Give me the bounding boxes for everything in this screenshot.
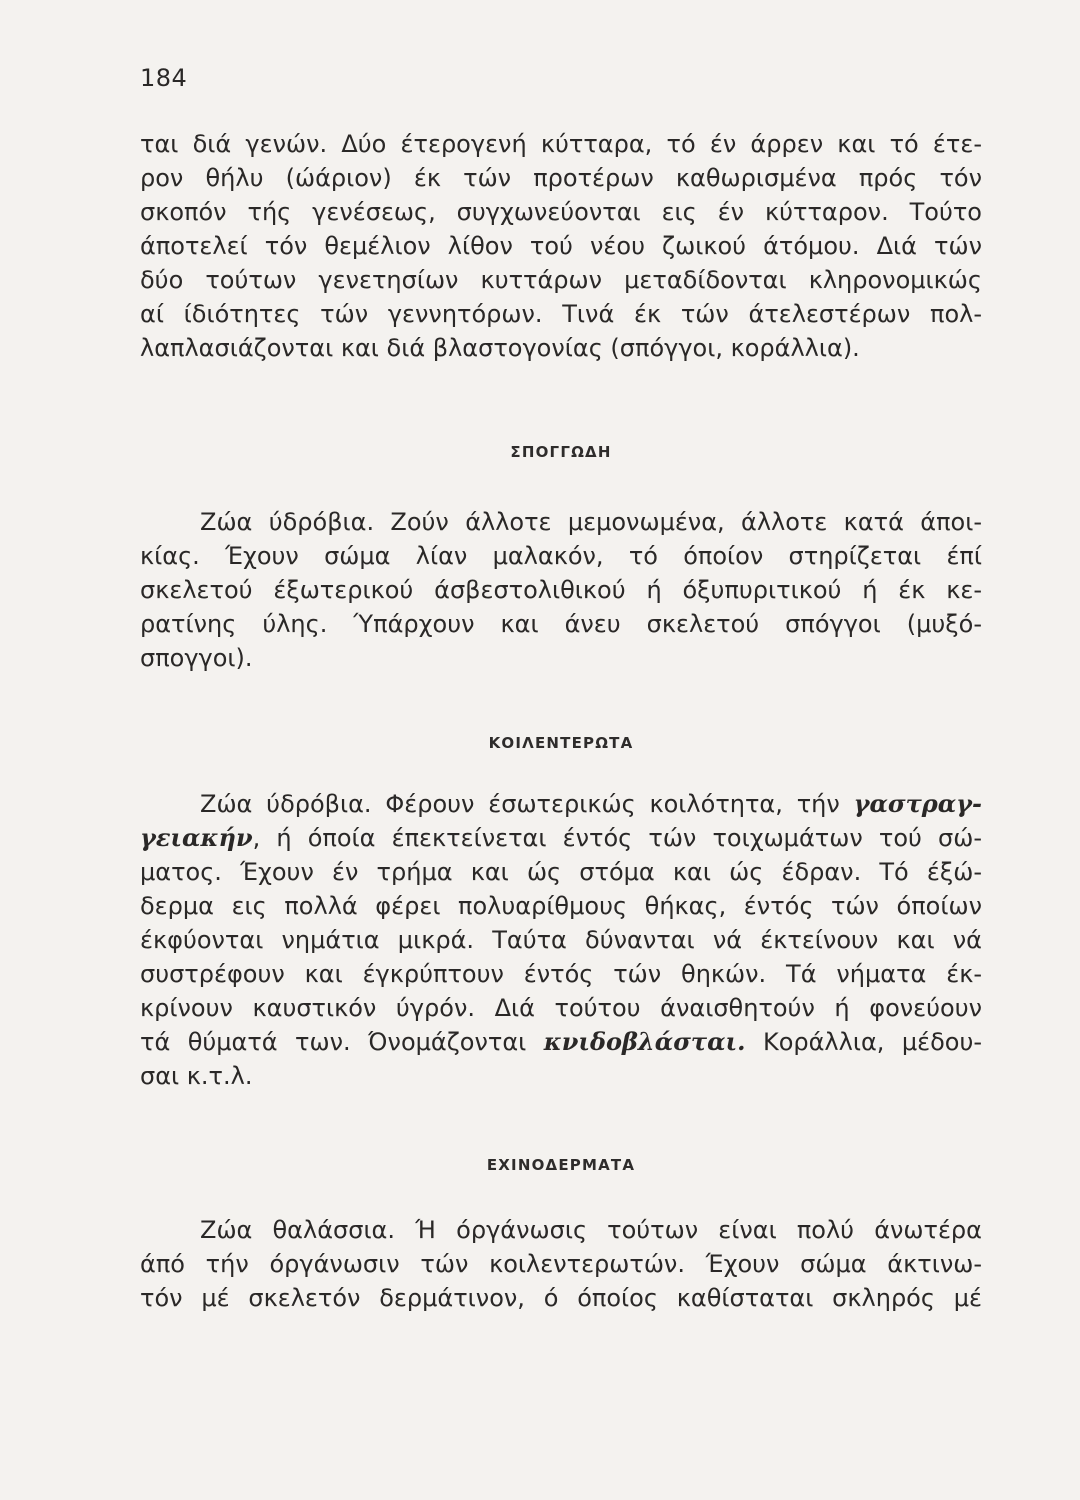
paragraph-line: σκοπόν τής γενέσεως, συγχωνεύονται εις έν κύτταρον. Τούτο	[140, 198, 982, 226]
paragraph-line: Ζώα θαλάσσια. Ή όργάνωσις τούτων είναι πολύ άνωτέρα	[200, 1216, 982, 1244]
section-heading-spongodi: ΣΠΟΓΓΩΔΗ	[510, 443, 612, 461]
term-gastrovascular: γαστραγ-	[853, 789, 982, 818]
paragraph-line: δερμα εις πολλά φέρει πολυαρίθμους θήκας, έντός τών όποίων	[140, 892, 982, 920]
term-gastrovascular-cont: γειακήν	[140, 823, 253, 852]
section-paragraph-koilenterota	[140, 787, 982, 1093]
paragraph-line: κρίνουν καυστικόν ύγρόν. Διά τούτου άναισθητούν ή φονεύουν	[140, 994, 982, 1022]
section-heading-koilenterota: ΚΟΙΛΕΝΤΕΡΩΤΑ	[488, 734, 634, 752]
section-heading-echinodermata: ΕΧΙΝΟΔΕΡΜΑΤΑ	[486, 1156, 636, 1174]
page-number: 184	[140, 64, 188, 92]
paragraph-line: ται διά γενών. Δύο έτερογενή κύτταρα, τό έν άρρεν και τό έτε-	[140, 130, 982, 158]
line-text: Ζώα ύδρόβια. Φέρουν έσωτερικώς κοιλότητα, τήν	[200, 790, 840, 818]
paragraph-line	[140, 787, 982, 821]
paragraph-line: τόν μέ σκελετόν δερμάτινον, ό όποίος καθίσταται σκληρός μέ	[140, 1284, 982, 1312]
paragraph-line: ρατίνης ύλης. Ύπάρχουν και άνευ σκελετού σπόγγοι (μυξό-	[140, 610, 982, 638]
paragraph-line: λαπλασιάζονται και διά βλαστογονίας (σπόγγοι, κοράλλια).	[140, 334, 860, 362]
line-text: , ή όποία έπεκτείνεται έντός τών τοιχωμάτων τού σώ-	[252, 824, 982, 852]
paragraph-line: ρον θήλυ (ώάριον) έκ τών προτέρων καθωρισμένα πρός τόν	[140, 164, 982, 192]
paragraph-line: σαι κ.τ.λ.	[140, 1062, 253, 1090]
paragraph-line: σκελετού έξωτερικού άσβεστολιθικού ή όξυπυριτικού ή έκ κε-	[140, 576, 982, 604]
section-paragraph-echinodermata	[140, 1213, 982, 1315]
paragraph-line: σπογγοι).	[140, 644, 253, 672]
paragraph-line	[140, 1025, 982, 1059]
paragraph-line	[140, 821, 982, 855]
line-text: τά θύματά των. Όνομάζονται	[140, 1028, 527, 1056]
paragraph-line: έκφύονται νημάτια μικρά. Ταύτα δύνανται νά έκτείνουν και νά	[140, 926, 982, 954]
paragraph-line: άπό τήν όργάνωσιν τών κοιλεντερωτών. Έχουν σώμα άκτινω-	[140, 1250, 982, 1278]
paragraph-line: δύο τούτων γενετησίων κυττάρων μεταδίδονται κληρονομικώς	[140, 266, 982, 294]
paragraph-line: ματος. Έχουν έν τρήμα και ώς στόμα και ώς έδραν. Τό έξώ-	[140, 858, 982, 886]
paragraph-line: συστρέφουν και έγκρύπτουν έντός τών θηκών. Τά νήματα έκ-	[140, 960, 982, 988]
paragraph-line: Ζώα ύδρόβια. Ζούν άλλοτε μεμονωμένα, άλλοτε κατά άποι-	[200, 508, 982, 536]
paragraph-line: άποτελεί τόν θεμέλιον λίθον τού νέου ζωικού άτόμου. Διά τών	[140, 232, 982, 260]
intro-paragraph	[140, 127, 982, 365]
term-knidoblastai: κνιδοβλάσται.	[543, 1027, 746, 1056]
line-text: Κοράλλια, μέδου-	[762, 1028, 982, 1056]
section-paragraph-spongodi	[140, 505, 982, 675]
paragraph-line: αί ίδιότητες τών γεννητόρων. Τινά έκ τών άτελεστέρων πολ-	[140, 300, 982, 328]
paragraph-line: κίας. Έχουν σώμα λίαν μαλακόν, τό όποίον στηρίζεται έπί	[140, 542, 982, 570]
